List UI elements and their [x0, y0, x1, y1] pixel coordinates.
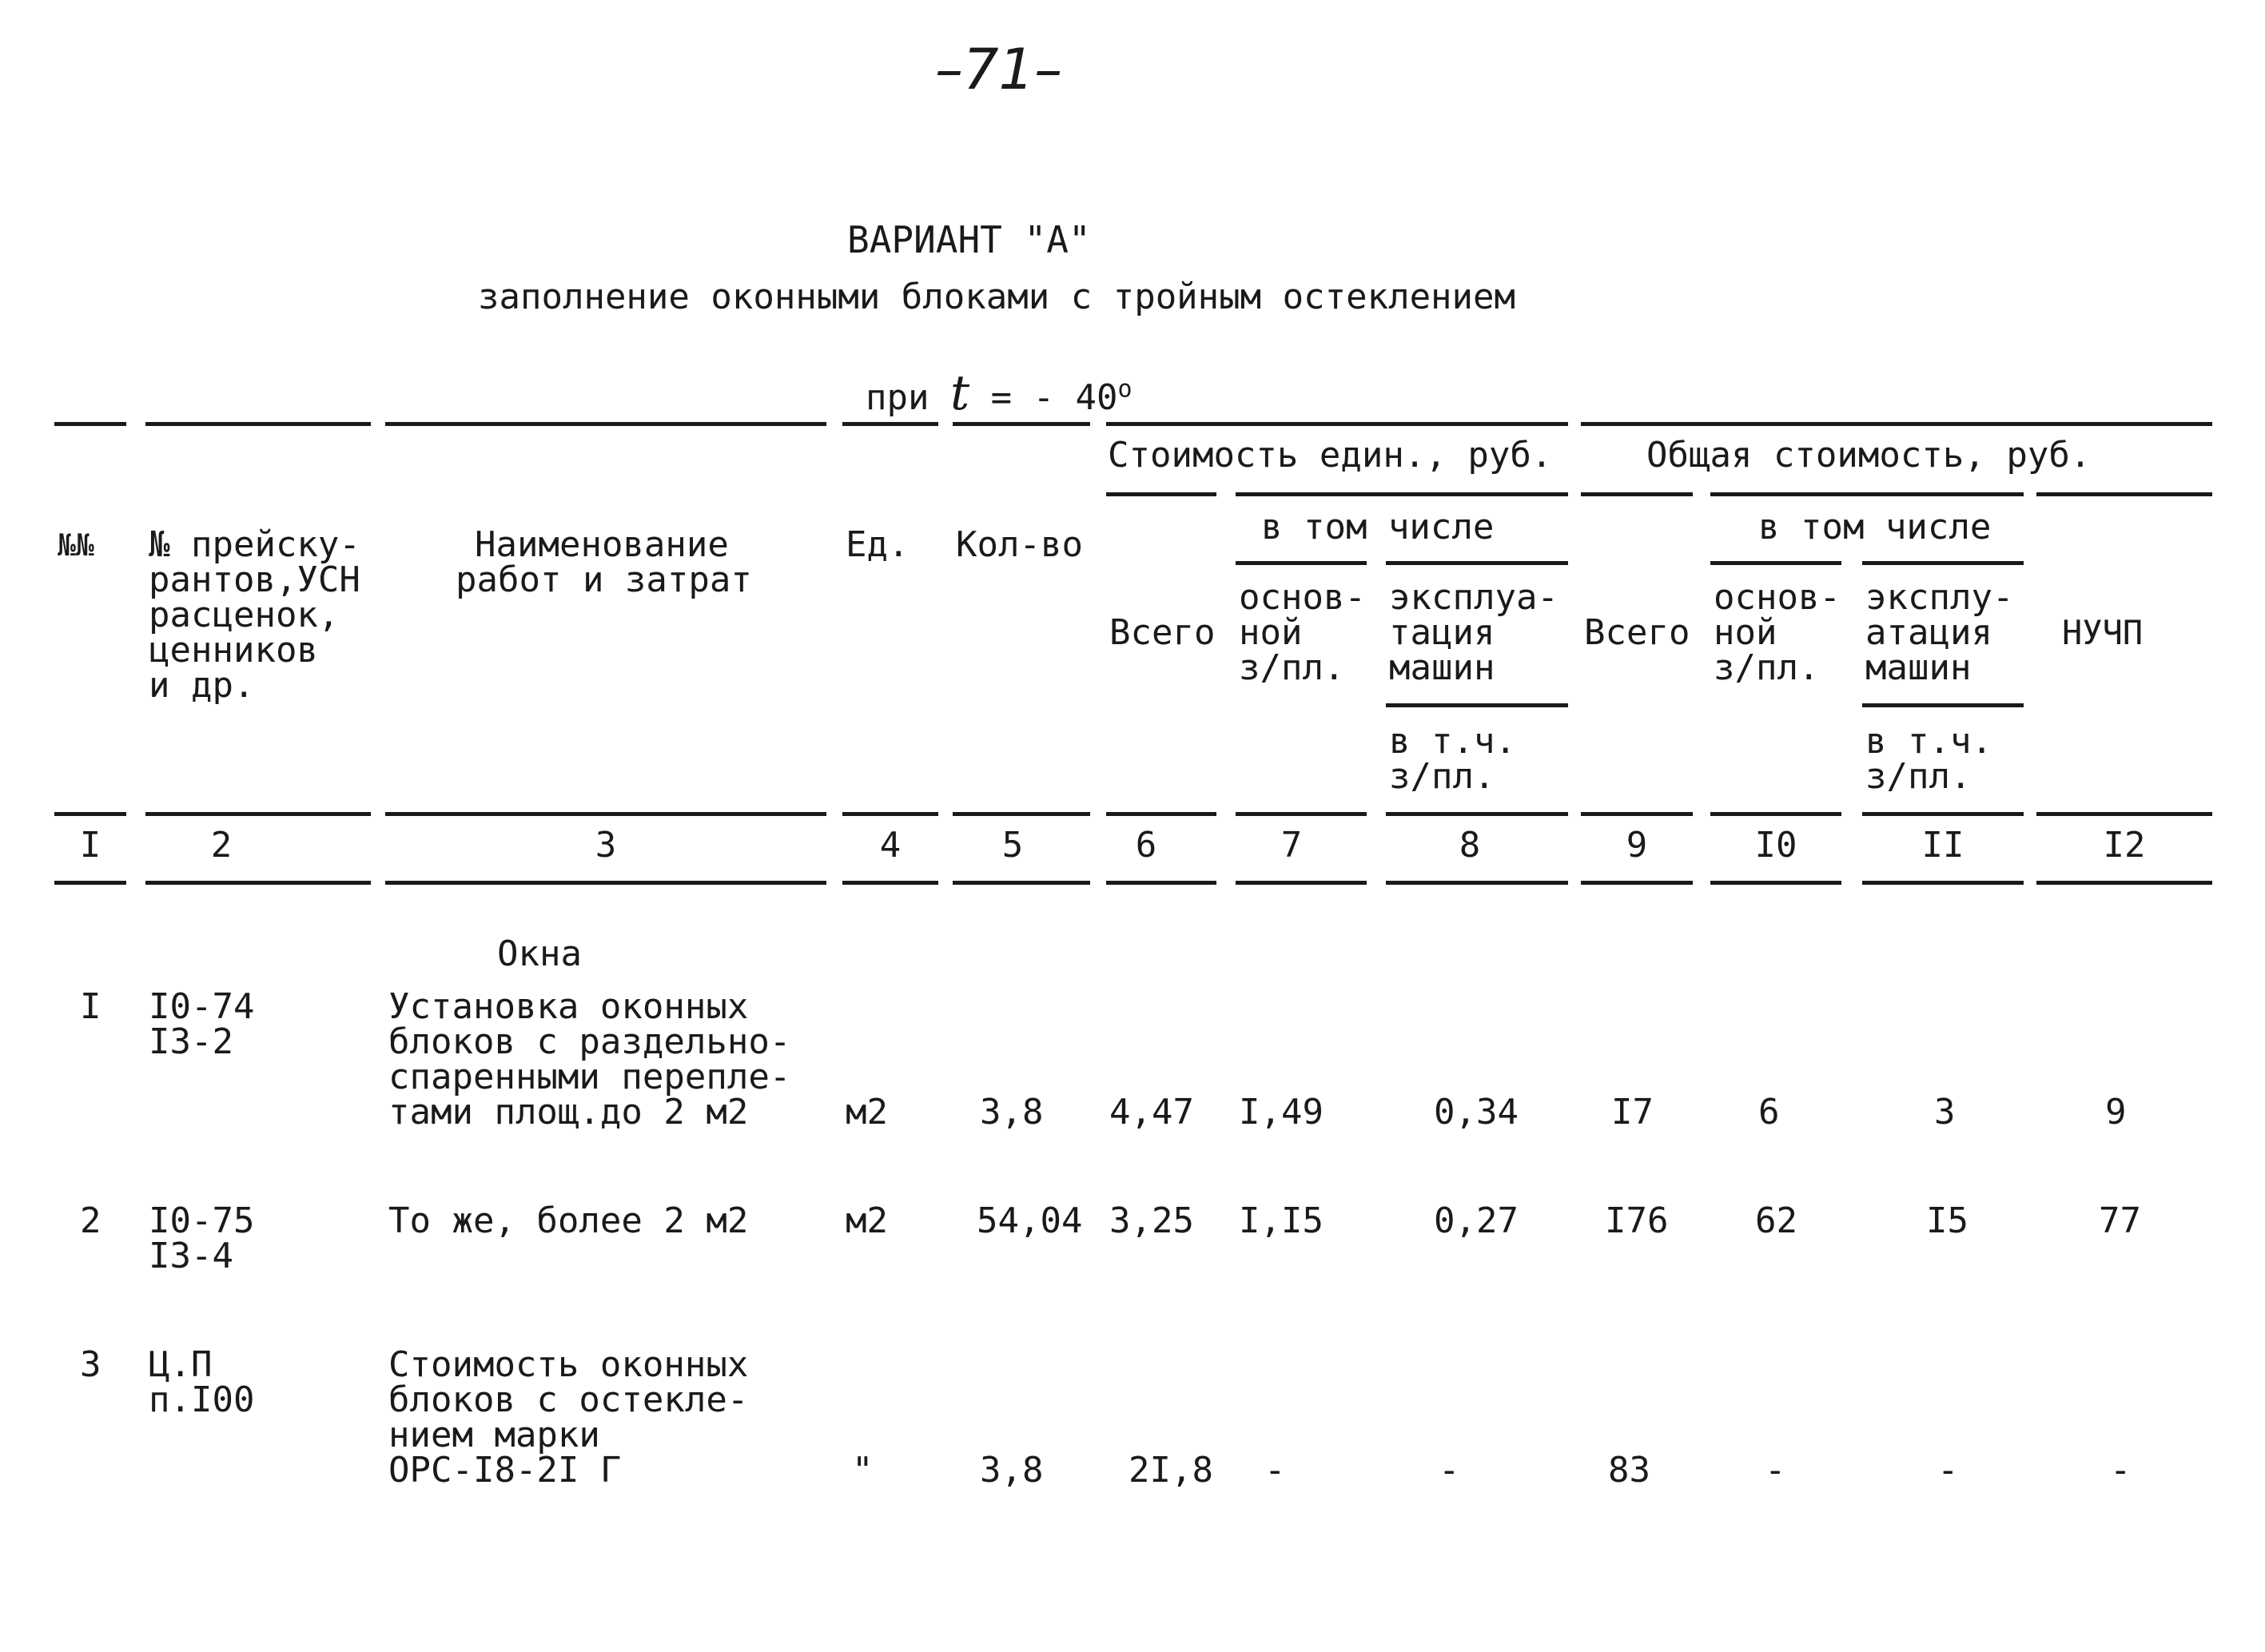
header-col-ref-3: расценок, — [149, 595, 340, 635]
rule-hdr-c9 — [1581, 812, 1693, 816]
row-unit-total: 3,25 — [1109, 1200, 1194, 1241]
row-name-4: ОРС-I8-2I Г — [388, 1450, 622, 1491]
header-total-wage-1: основ- — [1714, 577, 1841, 618]
row-unit: м2 — [846, 1200, 888, 1241]
rule-top-c4 — [842, 422, 938, 426]
rule-total-machine — [1862, 703, 2024, 707]
row-overhead: 9 — [2105, 1092, 2127, 1133]
header-col-qty: Кол-во — [956, 524, 1083, 565]
rule-hdr-c8 — [1386, 812, 1568, 816]
row-number: 3 — [80, 1344, 102, 1385]
rule-unit-sub-a — [1106, 492, 1216, 496]
row-unit-wage: I,I5 — [1239, 1200, 1324, 1241]
rule-hdr-c1 — [54, 812, 126, 816]
header-col-name-1: Наименование — [475, 524, 729, 565]
column-number-6: 6 — [1135, 825, 1157, 866]
rule-num-c12 — [2036, 881, 2212, 885]
row-total: I76 — [1605, 1200, 1669, 1241]
header-unit-machine-1: эксплуа- — [1389, 577, 1558, 618]
header-total-incl-wage-2: з/пл. — [1865, 756, 1972, 797]
row-name-1: Стоимость оконных — [388, 1344, 749, 1385]
rule-top-total — [1581, 422, 2212, 426]
column-number-5: 5 — [1001, 825, 1024, 866]
row-total-machine: 3 — [1934, 1092, 1956, 1133]
column-number-4: 4 — [879, 825, 902, 866]
rule-hdr-c10 — [1710, 812, 1841, 816]
row-name-1: То же, более 2 м2 — [388, 1200, 749, 1241]
rule-num-c5 — [953, 881, 1090, 885]
row-qty: 54,04 — [977, 1200, 1083, 1241]
header-unit-incl: в том числе — [1261, 507, 1495, 547]
column-number-10: I0 — [1754, 825, 1797, 866]
row-unit-machine: 0,27 — [1434, 1200, 1519, 1241]
rule-hdr-c3 — [385, 812, 826, 816]
rule-num-c3 — [385, 881, 826, 885]
row-total-wage: - — [1765, 1450, 1786, 1491]
column-number-1: I — [79, 825, 102, 866]
rule-total-sub-c — [2036, 492, 2212, 496]
row-total: 83 — [1608, 1450, 1650, 1491]
rule-top-c1 — [54, 422, 126, 426]
document-title: ВАРИАНТ "А" — [847, 218, 1091, 261]
row-total: I7 — [1611, 1092, 1654, 1133]
row-ref-2: I3-4 — [149, 1236, 233, 1276]
rule-hdr-c7 — [1236, 812, 1367, 816]
rule-top-c3 — [385, 422, 826, 426]
temperature-symbol: t — [949, 365, 970, 421]
header-unit-machine-3: машин — [1389, 647, 1495, 688]
row-number: 2 — [80, 1200, 102, 1241]
header-col-ref-1: № прейску- — [149, 524, 360, 565]
row-overhead: - — [2110, 1450, 2132, 1491]
rule-top-unit — [1106, 422, 1568, 426]
row-unit: " — [852, 1450, 874, 1491]
column-number-11: II — [1921, 825, 1964, 866]
header-col-ref-4: ценников — [149, 630, 318, 671]
row-unit-wage: I,49 — [1239, 1092, 1324, 1133]
row-name-3: нием марки — [388, 1415, 600, 1455]
header-unit-machine-2: тация — [1389, 612, 1495, 653]
column-number-7: 7 — [1280, 825, 1303, 866]
temperature-degree: о — [1117, 375, 1132, 404]
header-total-cost-group: Общая стоимость, руб. — [1646, 435, 2092, 476]
column-number-2: 2 — [210, 825, 233, 866]
header-col-ref-5: и др. — [149, 665, 255, 706]
row-name-2: блоков с остекле- — [388, 1379, 749, 1420]
rule-top-c5 — [953, 422, 1090, 426]
rule-num-c4 — [842, 881, 938, 885]
section-title: Окна — [497, 933, 582, 974]
row-ref-1: I0-75 — [149, 1200, 255, 1241]
header-total-total: Всего — [1584, 612, 1690, 653]
rule-total-sub-a — [1581, 492, 1693, 496]
row-ref-2: п.I00 — [149, 1379, 255, 1420]
row-name-3: спаренными перепле- — [388, 1057, 791, 1097]
rule-num-c1 — [54, 881, 126, 885]
row-unit-machine: 0,34 — [1434, 1092, 1519, 1133]
rule-hdr-c5 — [953, 812, 1090, 816]
row-qty: 3,8 — [980, 1450, 1044, 1491]
rule-hdr-c6 — [1106, 812, 1216, 816]
header-overhead: НУЧП — [2062, 613, 2144, 652]
row-overhead: 77 — [2099, 1200, 2141, 1241]
rule-total-sub-b — [1710, 492, 2024, 496]
rule-num-c6 — [1106, 881, 1216, 885]
temperature-line — [823, 334, 1132, 421]
row-unit-total: 2I,8 — [1129, 1450, 1213, 1491]
row-unit-machine: - — [1439, 1450, 1460, 1491]
header-col-name-2: работ и затрат — [456, 559, 752, 600]
header-total-wage-2: ной — [1714, 612, 1777, 653]
header-col-ref-2: рантов,УСН — [149, 559, 360, 600]
row-number: I — [80, 986, 102, 1027]
header-unit-wage-2: ной — [1239, 612, 1303, 653]
row-unit-total: 4,47 — [1109, 1092, 1194, 1133]
rule-num-c11 — [1862, 881, 2024, 885]
rule-hdr-c2 — [145, 812, 371, 816]
rule-num-c9 — [1581, 881, 1693, 885]
document-subtitle: заполнение оконными блоками с тройным остеклением — [478, 277, 1516, 317]
header-col-unit: Ед. — [846, 524, 910, 565]
rule-hdr-c11 — [1862, 812, 2024, 816]
header-total-machine-2: атация — [1865, 612, 1992, 653]
row-total-machine: I5 — [1926, 1200, 1968, 1241]
header-total-wage-3: з/пл. — [1714, 647, 1820, 688]
rule-total-incl-b — [1862, 561, 2024, 565]
row-total-wage: 62 — [1755, 1200, 1797, 1241]
rule-num-c10 — [1710, 881, 1841, 885]
column-number-12: I2 — [2103, 825, 2146, 866]
rule-unit-sub-b — [1236, 492, 1568, 496]
column-number-3: 3 — [595, 825, 617, 866]
header-total-incl: в том числе — [1758, 507, 1992, 547]
row-unit: м2 — [846, 1092, 888, 1133]
column-number-8: 8 — [1459, 825, 1481, 866]
rule-num-c8 — [1386, 881, 1568, 885]
row-total-wage: 6 — [1758, 1092, 1780, 1133]
page-number: –71– — [935, 37, 1063, 102]
row-ref-1: Ц.П — [149, 1344, 213, 1385]
temperature-value: = - 40 — [969, 377, 1118, 418]
rule-hdr-c4 — [842, 812, 938, 816]
row-ref-2: I3-2 — [149, 1021, 233, 1062]
rule-unit-machine — [1386, 703, 1568, 707]
header-unit-wage-1: основ- — [1239, 577, 1366, 618]
header-col-num: №№ — [58, 527, 94, 563]
header-unit-total: Всего — [1109, 612, 1216, 653]
row-unit-wage: - — [1264, 1450, 1286, 1491]
column-number-9: 9 — [1626, 825, 1648, 866]
rule-unit-incl-a — [1236, 561, 1367, 565]
row-qty: 3,8 — [980, 1092, 1044, 1133]
temperature-prefix: при — [865, 377, 929, 418]
header-unit-incl-wage-1: в т.ч. — [1389, 721, 1516, 762]
rule-num-c2 — [145, 881, 371, 885]
row-name-4: тами площ.до 2 м2 — [388, 1092, 749, 1133]
header-total-incl-wage-1: в т.ч. — [1865, 721, 1992, 762]
rule-hdr-c12 — [2036, 812, 2212, 816]
row-name-2: блоков с раздельно- — [388, 1021, 791, 1062]
rule-total-incl-a — [1710, 561, 1841, 565]
rule-top-c2 — [145, 422, 371, 426]
header-unit-wage-3: з/пл. — [1239, 647, 1345, 688]
rule-unit-incl-b — [1386, 561, 1568, 565]
row-total-machine: - — [1937, 1450, 1959, 1491]
header-total-machine-1: эксплу- — [1865, 577, 2014, 618]
row-name-1: Установка оконных — [388, 986, 749, 1027]
header-unit-cost-group: Стоимость един., руб. — [1108, 435, 1553, 476]
rule-num-c7 — [1236, 881, 1367, 885]
header-total-machine-3: машин — [1865, 647, 1972, 688]
row-ref-1: I0-74 — [149, 986, 255, 1027]
header-unit-incl-wage-2: з/пл. — [1389, 756, 1495, 797]
